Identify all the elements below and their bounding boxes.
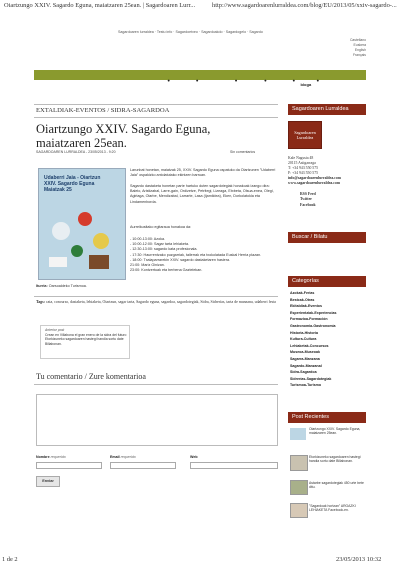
top-nav-item[interactable]: Sagardoakdo [201,30,223,34]
category-item[interactable]: Museoa-Museoak [290,350,320,355]
source-label: Iturria: [36,284,48,288]
print-footer-date: 23/05/2013 10:32 [336,556,382,563]
web-input[interactable] [190,462,278,469]
breadcrumb-rule-bottom [34,117,278,118]
address-email[interactable]: info@sagardoarenlurraldea.com [288,176,341,180]
prev-post-box[interactable] [40,325,130,359]
comments-link[interactable]: Sin comentarios [230,150,256,154]
schedule-item: - 17:30: Haurrentzako puzgarriak, tailerrak eta txokolatada Euskal Herria plazan. [130,252,262,257]
post-title-line: Oiartzungo XXIV. Sagardo Eguna, [36,122,211,136]
name-input[interactable] [36,462,102,469]
post-paragraph: Sagardo dastaketa honetan parte hartuko duten sagardotegiak honakoak izango dira: Baleio, Aristizabal, Larre-gain, Ordizetze, Petritegi, Lizeaga, Etxbeta, Olsua-enea, Olegi, Agiriaga, Olarbe, Mendizabal, Larrarte, Lasa (Ijamildea), Eken, Dorkolatokla eta Lindamenborda. [130,184,274,204]
poster-text: XXIV. Sagardo Eguna [44,181,95,187]
prev-post-text: Crean en Villabona el gran enero de la sidra del futuro Etorkizuneko sagardoaren hastegi handia sortu date Billabonan. [45,333,127,346]
category-item[interactable]: Sagarra-Manzana [290,356,320,361]
post-title-line: maiatzaren 25ean. [36,135,127,150]
category-item[interactable]: Ekitaldiak-Eventos [290,304,322,309]
schedule-item: - 10:00-12:00: Sagar tarta lehiaketa. [130,242,190,247]
category-item[interactable]: Gastronomia-Gastronomía [290,323,336,328]
recent-post-thumb[interactable] [290,455,308,471]
category-item[interactable]: Sidra-Sagardoa [290,370,317,375]
print-header-url: http://www.sagardoarenlurraldea.com/blog/EU/2013/05/xxiv-sagardo-... [212,2,397,9]
main-nav-item[interactable]: museoa [272,81,288,87]
category-item[interactable]: Kultura-Cultura [290,337,317,342]
post-paragraph: Larunbat honetan, maiatzak 25, XXIV. Sagardo Eguna ospatuko da Oiartzunen "Udaberri Jaia" ospakizko antolatutako ekintzen barruan. [130,168,276,178]
breadcrumb-rule-top [34,104,278,105]
sidebar-search-heading[interactable]: Buscar / Bilatu [288,232,366,243]
print-footer-page: 1 de 2 [2,556,18,563]
post-paragraph: Aurreikusitako egitaraua honakoa da: [130,225,192,229]
schedule-item: - 18:00: Txalaparrarekin XXIV. sagardo dastaketaren hasiera. [130,257,231,262]
source-value: Oarsoaldeko Turismoa. [48,284,87,288]
poster-illustration [39,169,125,279]
main-nav-item[interactable]: zer egin [175,81,191,87]
category-item[interactable]: Turismoa-Turismo [290,383,322,388]
poster-text: Udaberri Jaia - Oiartzun [44,175,101,181]
schedule-list [130,237,278,273]
category-item[interactable]: Lehiaketak-Concursos [290,343,329,348]
sidebar-logo-text: Lurraldea [296,135,314,140]
email-label: Email requerido [110,455,136,459]
tags-label: Tags: [36,300,45,304]
top-nav-item[interactable]: Sagardoaren lurraldea [118,30,154,34]
tags-list[interactable]: cata, concurso, dastaketa, lehiaketa, Oiartzun, sagar tarta, Sagardo eguna, sagardoa, sagardotegiak, Sidra, Sidrerías, tarta de manzana, udaberri festa [45,300,276,304]
print-header-title: Oiartzungo XXIV. Sagardo Eguna, maiatzaren 25ean. | Sagardoaren Lurr... [4,2,196,9]
sidebar-recent-heading: Post Recientes [288,412,366,423]
recent-post-thumb[interactable] [290,428,306,440]
post-title [36,123,210,150]
address-line: F: +34 943 550 575 [288,171,318,175]
main-nav-item[interactable]: sagardoaren lurraldea [120,81,163,87]
main-nav-item[interactable]: non bazkaldu [203,81,230,87]
top-nav: Sagardoaren lurraldea · Testu info · Sagardoetxeo · Sagardoakdo · Sagardogelo · Sagardo [118,30,263,34]
top-nav-item[interactable]: Sagardo [249,30,263,34]
sidebar-categories-heading: Categorías [288,276,366,287]
language-francais[interactable]: Français [352,53,366,57]
schedule-item: - 10:00-13:00: Azoka. [130,237,166,241]
post-source [36,284,87,289]
address-line: T: +34 943 550 575 [288,166,319,170]
category-item[interactable]: Historia-Historia [290,330,318,335]
facebook-link[interactable]: Facebook [300,202,316,207]
recent-post-title[interactable]: "Sagardoak hortzan" ARGAZKI LEHIAKETA Facebook-en. [309,504,356,513]
sidebar-brand-heading: Sagardoaren Lurraldea [288,104,366,115]
recent-post-title[interactable]: Astarbe sagardotegiak 450 urte bete ditu. [309,481,364,490]
prev-post-label: Anterior post [45,328,65,332]
post-byline: SAGARDOAREN LURRALDEA - 23/05/2013 - 9:20 [36,150,116,154]
post-tags [36,300,276,305]
rss-link[interactable]: RSS Feed [300,192,316,196]
twitter-link[interactable]: Twitter [300,197,312,202]
language-list [338,38,366,58]
web-label: Web [190,455,198,459]
comment-heading: Tu comentario / Zure komentarioa [36,372,146,381]
top-nav-item[interactable]: Testu info [156,30,173,34]
category-item[interactable]: Sidrerías-Sagardotegiak [290,376,332,381]
address-line: Kale Nagusia 48 [288,156,314,160]
category-item[interactable]: Sagardo-Manzanal [290,363,322,368]
submit-button[interactable]: Enviar [36,476,60,487]
language-euskera[interactable]: Euskera [353,43,366,47]
schedule-item: 23:00: Kontzertuak eta berbena Gaztelekan. [130,268,203,273]
poster-image [38,168,126,280]
comment-heading-rule [34,384,278,385]
main-nav-item-active[interactable]: bloga [300,81,312,87]
name-label: Nombre requerido [36,455,66,459]
category-item[interactable]: Formazioa-Formación [290,317,328,322]
main-nav: sagardoaren lurraldea · zer egin · non bazkaldu · zer ikusi · museoa · bloga · non garo [34,70,366,80]
category-item[interactable]: Azokak-Ferias [290,291,315,295]
recent-post-thumb[interactable] [290,480,308,495]
language-english[interactable]: English [354,48,366,52]
breadcrumb: EXTALDIAK-EVENTOS / SIDRA-SAGARDOA [36,107,170,114]
recent-post-title[interactable]: Oiartzungo XXIV. Sagardo Eguna, maiatzaren 25ean. [309,427,361,436]
top-nav-item[interactable]: Sagardoetxeo [175,30,198,34]
sidebar-address [288,156,341,186]
sidebar-logo[interactable] [288,121,322,149]
sidebar-social-links [300,192,316,208]
schedule-item: 21:00: Mariz Ginizan. [130,263,165,268]
recent-post-thumb[interactable] [290,503,308,518]
recent-post-title[interactable]: Etorkizuneko sagardoaren hastegi handia sortu date Billabonan. [309,455,361,464]
schedule-item: - 12:30-13:00: sagardo kata profesionala. [130,247,198,252]
sidebar-logo-text: Sagardoaren [294,130,316,135]
category-list [290,290,362,389]
poster-text: Maiatzak 25 [44,187,72,193]
comment-textarea[interactable] [36,394,278,446]
category-item[interactable]: Bestcak-Otras [290,297,315,302]
address-website[interactable]: www.sagardoarenlurraldea.com [288,181,341,185]
top-nav-item[interactable]: Sagardogelo [225,30,247,34]
category-item[interactable]: Esperientziak-Experiencias [290,310,337,315]
email-input[interactable] [110,462,176,469]
tags-rule [34,296,278,297]
address-line: 20115 Astigarraga [288,161,316,165]
main-nav-item[interactable]: zer ikusi [242,81,259,87]
language-castellano[interactable]: Castellano [349,38,366,42]
main-nav-item[interactable]: non garo [324,81,342,87]
